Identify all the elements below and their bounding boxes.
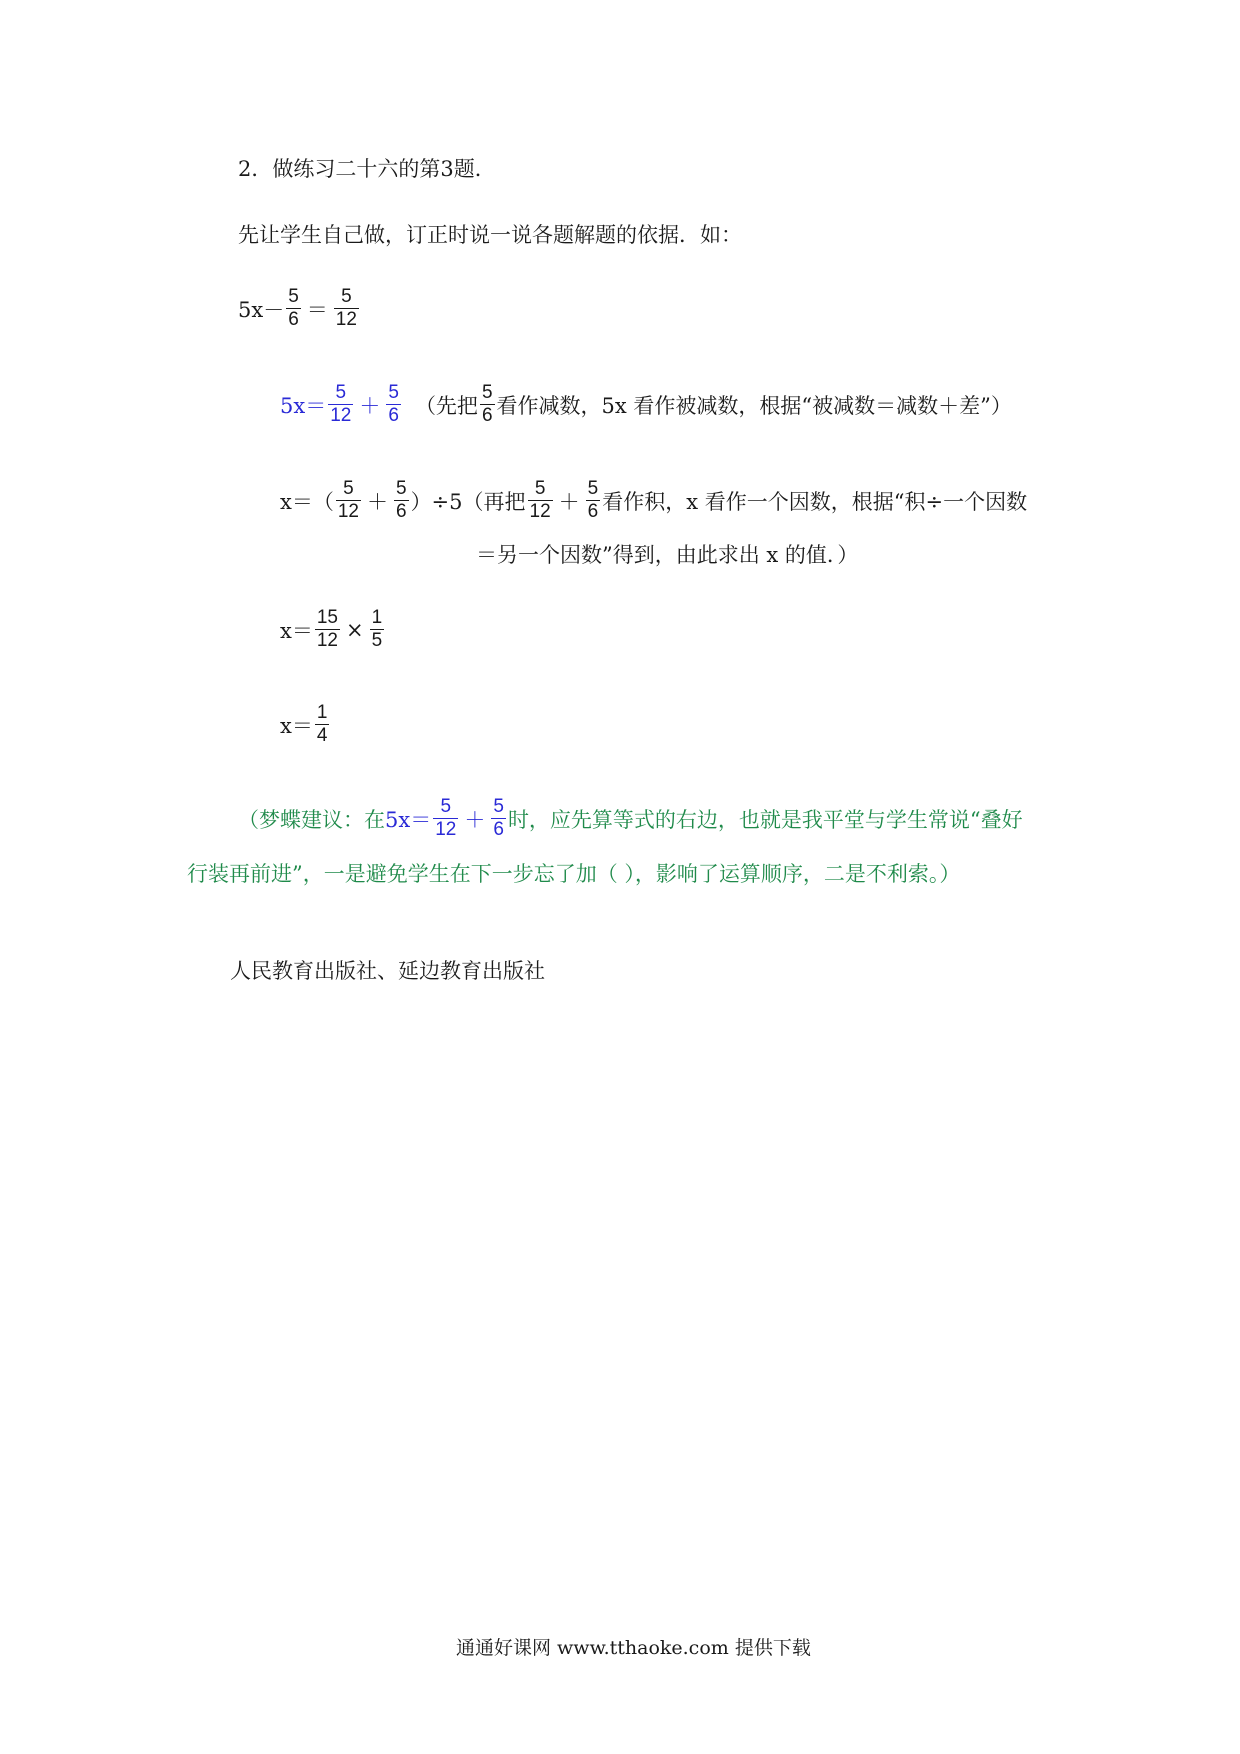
fraction	[328, 382, 353, 427]
fraction	[334, 286, 359, 331]
publisher	[230, 955, 545, 985]
numerator: 1	[316, 702, 328, 723]
numerator: 1	[371, 607, 383, 628]
numerator: 5	[388, 382, 399, 403]
intro-paragraph	[238, 219, 742, 249]
suggestion-eq-lhs: 5x＝	[385, 807, 432, 832]
equation-3	[280, 478, 1027, 523]
fraction	[491, 796, 506, 841]
equals-sign: ＝	[306, 297, 328, 322]
suggestion-line-2	[187, 858, 960, 888]
eq3-lhs: x＝（	[280, 489, 334, 514]
equation-4	[280, 607, 386, 652]
numerator: 5	[343, 478, 354, 499]
plus-sign: ＋	[359, 393, 381, 418]
numerator: 15	[316, 607, 338, 628]
denominator: 12	[335, 309, 357, 330]
numerator: 5	[493, 796, 504, 817]
plus-sign: ＋	[366, 489, 388, 514]
eq4-lhs: x＝	[280, 618, 313, 643]
denominator: 12	[435, 819, 457, 840]
numerator: 5	[288, 286, 299, 307]
numerator: 5	[341, 286, 352, 307]
eq3-tail: 看作积，x 看作一个因数，根据“积÷一个因数	[602, 489, 1028, 514]
fraction	[286, 286, 301, 331]
fraction	[433, 796, 458, 841]
suggestion-end: 时，应先算等式的右边，也就是我平堂与学生常说“叠好	[507, 807, 1023, 832]
footer-text: 通通好课网 www.tthaoke.com 提供下载	[456, 1637, 811, 1659]
equation-1	[238, 286, 361, 331]
equation-3-continued	[476, 539, 858, 569]
fraction	[370, 607, 385, 652]
denominator: 6	[587, 501, 599, 522]
fraction	[586, 478, 601, 523]
numerator: 5	[534, 478, 546, 499]
heading	[238, 153, 496, 183]
denominator: 6	[395, 501, 407, 522]
denominator: 12	[529, 501, 551, 522]
numerator: 5	[440, 796, 452, 817]
plus-sign: ＋	[558, 489, 580, 514]
denominator: 6	[481, 405, 493, 426]
page-footer	[456, 1633, 811, 1660]
fraction	[315, 702, 330, 747]
suggestion-start: （梦蝶建议：在	[238, 807, 385, 832]
eq3-line2: ＝另一个因数”得到，由此求出 x 的值．）	[476, 543, 859, 567]
fraction	[394, 478, 409, 523]
eq1-lhs: 5x－	[238, 297, 285, 322]
numerator: 5	[481, 382, 493, 403]
fraction	[336, 478, 361, 523]
denominator: 6	[288, 309, 299, 330]
eq2-note-start: （先把	[414, 393, 478, 418]
eq2-note-end: 看作减数，5x 看作被减数，根据“被减数＝减数＋差”）	[496, 393, 1012, 418]
denominator: 6	[493, 819, 504, 840]
times-sign: ×	[345, 617, 364, 642]
fraction	[528, 478, 553, 523]
fraction	[480, 382, 495, 427]
denominator: 12	[330, 405, 352, 426]
denominator: 6	[388, 405, 399, 426]
equation-5	[280, 702, 331, 747]
numerator: 5	[335, 382, 347, 403]
fraction	[315, 607, 340, 652]
fraction	[386, 382, 401, 427]
eq3-middle: ）÷5（再把	[410, 489, 526, 514]
denominator: 12	[337, 501, 359, 522]
denominator: 12	[316, 630, 338, 651]
heading-text: 2．做练习二十六的第3题．	[238, 157, 496, 181]
denominator: 4	[316, 725, 328, 746]
denominator: 5	[371, 630, 383, 651]
numerator: 5	[587, 478, 599, 499]
suggestion-line-1	[238, 796, 1023, 841]
intro-text: 先让学生自己做，订正时说一说各题解题的依据．如：	[238, 223, 742, 247]
suggestion-line2-text: 行装再前进”，一是避免学生在下一步忘了加（ ），影响了运算顺序，二是不利索。）	[187, 862, 961, 886]
eq5-lhs: x＝	[280, 713, 313, 738]
eq2-lhs: 5x＝	[280, 393, 327, 418]
equation-2	[280, 382, 1012, 427]
plus-sign: ＋	[464, 807, 486, 832]
publisher-text: 人民教育出版社、延边教育出版社	[230, 959, 545, 983]
numerator: 5	[395, 478, 407, 499]
